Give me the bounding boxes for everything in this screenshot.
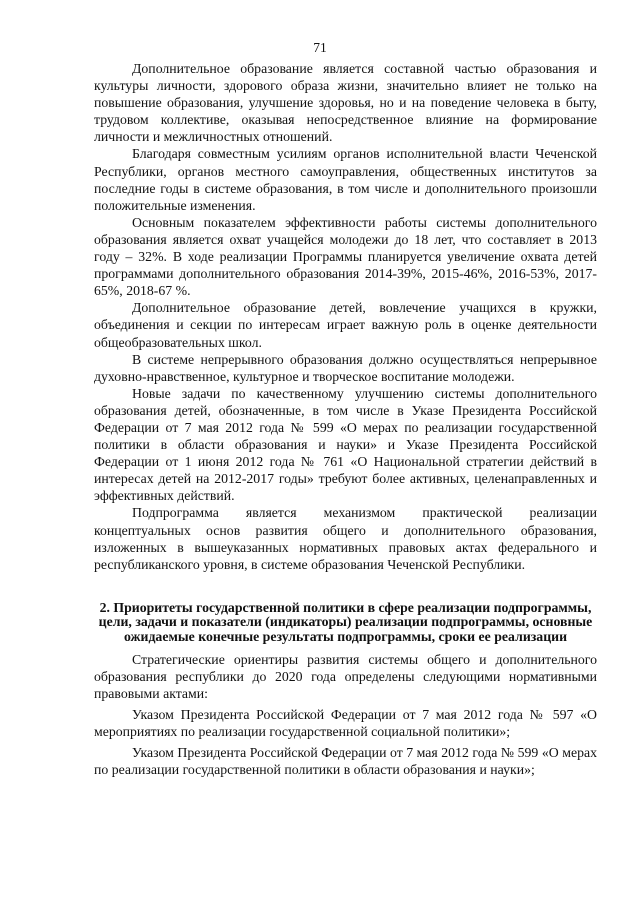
paragraph: Указом Президента Российской Федерации от 7 мая 2012 года № 597 «О мероприятиях по реализации государственной социальной политики»; <box>94 706 597 739</box>
paragraph: Благодаря совместным усилиям органов исполнительной власти Чеченской Республики, органов местного самоуправления, общественных институтов за последние годы в системе образования, в том числе и дополнительного произошли положительные изменения. <box>94 146 597 213</box>
paragraph: Дополнительное образование является составной частью образования и культуры личности, здорового образа жизни, значительно влияет не только на повышение образования, улучшение здоровья, но и на поведение человека в быту, трудовом коллективе, оказывая непосредственное влияние на формирование личности и межличностных отношений. <box>94 61 597 145</box>
paragraph: Основным показателем эффективности работы системы дополнительного образования является охват учащейся молодежи до 18 лет, что составляет в 2013 году – 32%. В ходе реализации Программы планируется увеличение охвата детей программами дополнительного образования 2014-39%, 2015-46%, 2016-53%, 2017-65%, 2018-67 %. <box>94 214 597 299</box>
paragraph: В системе непрерывного образования должно осуществляться непрерывное духовно-нравственное, культурное и творческое воспитание молодежи. <box>94 351 597 384</box>
document-body <box>94 60 597 778</box>
paragraph: Дополнительное образование детей, вовлечение учащихся в кружки, объединения и секции по интересам играет важную роль в оценке деятельности общеобразовательных школ. <box>94 300 597 350</box>
page-number: 71 <box>313 40 327 55</box>
section-heading: 2. Приоритеты государственной политики в сфере реализации подпрограммы, цели, задачи и показатели (индикаторы) реализации подпрограммы, основные ожидаемые конечные результаты подпрограммы, сроки ее реализации <box>98 599 593 644</box>
paragraph: Стратегические ориентиры развития системы общего и дополнительного образования республики до 2020 года определены следующими нормативными правовыми актами: <box>94 651 597 701</box>
paragraph: Подпрограмма является механизмом практической реализации концептуальных основ развития общего и дополнительного образования, изложенных в вышеуказанных нормативных правовых актах федерального и республиканского уровня, в системе образования Чеченской Республики. <box>94 505 597 572</box>
paragraph: Указом Президента Российской Федерации от 7 мая 2012 года № 599 «О мерах по реализации государственной политики в области образования и науки»; <box>94 745 597 778</box>
paragraph: Новые задачи по качественному улучшению системы дополнительного образования детей, обозначенные, в том числе в Указе Президента Российской Федерации от 7 мая 2012 года № 599 «О мерах по реализации государственной политики в области образования и науки» и Указе Президента Российской Федерации от 1 июня 2012 года № 761 «О Национальной стратегии действий в интересах детей на 2012-2017 годы» требуют более активных, целенаправленных и эффективных действий. <box>94 385 597 504</box>
